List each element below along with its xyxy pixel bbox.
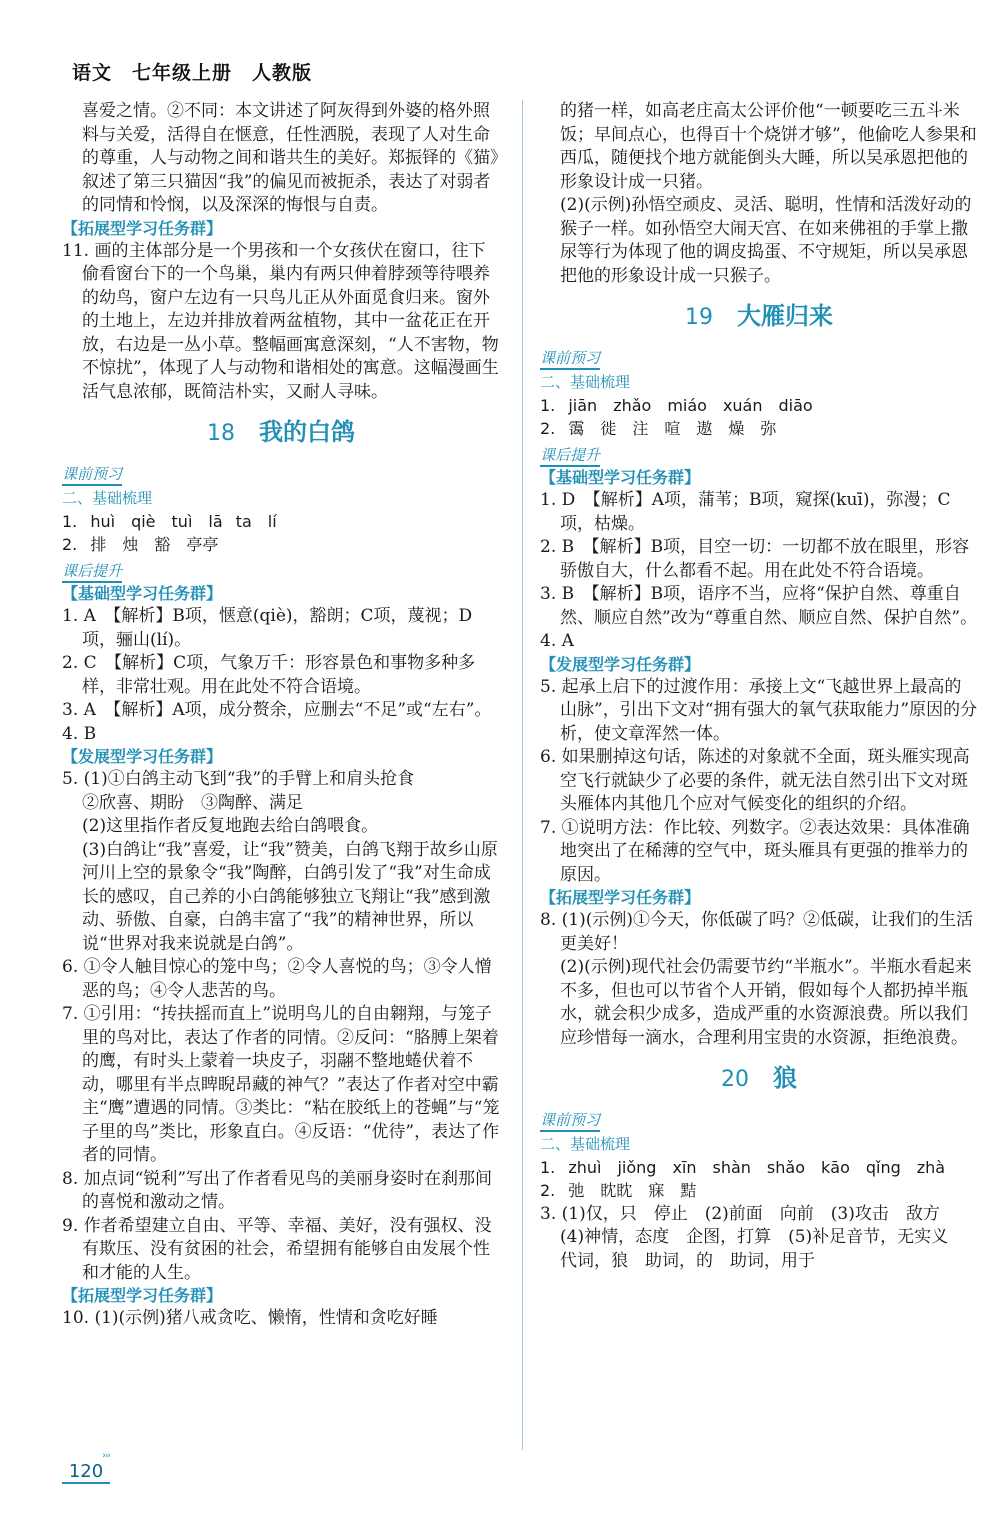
section-extended: 【拓展型学习任务群】 [62, 218, 223, 238]
answer-5-1b: ②欣喜、期盼 ③陶醉、满足 [82, 792, 303, 813]
answer-3: 3. B 【解析】B项，语序不当，应将“保护自然、尊重自然、顺应自然”改为“尊重自然、顺应自然、保护自然”。 [540, 584, 978, 628]
character-answers: 2. 排 烛 豁 亭亭 [62, 535, 219, 554]
answer-6: 6. ①令人触目惊心的笼中鸟；②令人喜悦的鸟；③令人憎恶的鸟；④令人悲苦的鸟。 [62, 957, 492, 1001]
page-number [62, 1452, 110, 1484]
basic-review-heading: 二、基础梳理 [62, 488, 153, 507]
arrow-icon: ››› [102, 1451, 110, 1461]
after-class-label: 课后提升 [540, 445, 600, 467]
answer-7: 7. ①引用：“抟扶摇而直上”说明鸟儿的自由翱翔，与笼子里的鸟对比，表达了作者的同情。②反问：“胳膊上架着的鹰，有时头上蒙着一块皮子，羽翮不整地蜷伏着不动，哪里有半点睥睨昂藏的神气？”表达了作者对空中霸主“鹰”遭遇的同情。③类比：“粘在胶纸上的苍蝇”与“笼子里的鸟”类比，形象直白。④反语：“优待”，表达了作者的同情。 [62, 1004, 500, 1165]
answer-3: 3. A 【解析】A项，成分赘余，应删去“不足”或“左右”。 [62, 700, 492, 720]
answer-continuation: 喜爱之情。②不同：本文讲述了阿灰得到外婆的格外照料与关爱，活得自在惬意，任性洒脱，表现了人对生命的尊重，人与动物之间和谐共生的美好。郑振铎的《猫》叙述了第三只猫因“我”的偏见而被扼杀，表达了对弱者的同情和怜悯，以及深深的悔恨与自责。 [82, 101, 499, 215]
section-basic: 【基础型学习任务群】 [540, 468, 701, 487]
answer-1: 1. A 【解析】B项，惬意(qiè)，豁朗；C项，蔑视；D项，骊山(lí)。 [62, 606, 473, 650]
lesson-18-title [62, 414, 500, 452]
lesson-name: 我的白鸽 [259, 417, 355, 446]
answer-5-1: 5. (1)①白鸽主动飞到“我”的手臂上和肩头抢食 [62, 769, 415, 789]
answer-8-2: (2)(示例)现代社会仍需要节约“半瓶水”。半瓶水看起来不多，但也可以节省个人开销，假如每个人都扔掉半瓶水，就会积少成多，造成严重的水资源浪费。所以我们应珍惜每一滴水，合理利用宝贵的水资源，拒绝浪费。 [560, 957, 972, 1048]
lesson-name: 狼 [773, 1063, 797, 1092]
answer-5-3: (3)白鸽让“我”喜爱，让“我”赞美，白鸽飞翔于故乡山原河川上空的景象令“我”陶醉，白鸽引发了“我”对生命成长的感叹，自己养的小白鸽能够独立飞翔让“我”感到激动、骄傲、自豪，白鸽丰富了“我”的精神世界，所以说“世界对我来说就是白鸽”。 [82, 839, 498, 954]
answer-4: 4. B [62, 723, 97, 744]
section-basic: 【基础型学习任务群】 [62, 584, 223, 603]
pinyin-answers: 1. jiān zhǎo miáo xuán diāo [540, 395, 813, 415]
basic-review-heading-2: 二、基础梳理 [540, 1134, 631, 1153]
right-column [540, 100, 978, 1273]
pinyin-answers: 1. huì qiè tuì lā ta lí [62, 511, 277, 531]
page-number-text: 120 [68, 1461, 104, 1482]
character-answers: 2. 霭 徙 注 喧 遨 燥 弥 [540, 419, 777, 438]
answer-10-continued: 的猪一样，如高老庄高太公评价他“一顿要吃三五斗米饭；早间点心，也得百十个烧饼才够”，他偷吃人参果和西瓜，随便找个地方就能倒头大睡，所以吴承恩把他的形象设计成一只猪。 [560, 101, 977, 192]
preview-label: 课前预习 [62, 464, 122, 486]
preview-label: 课前预习 [540, 348, 600, 370]
answer-11: 11. 画的主体部分是一个男孩和一个女孩伏在窗口，往下偷看窗台下的一个鸟巢，巢内有两只伸着脖颈等待喂养的幼鸟，窗户左边有一只鸟儿正从外面觅食归来。窗外的土地上，左边并排放着两盆植物，其中一盆花正在开放，右边是一丛小草。整幅画寓意深刻，“人不害物，物不惊扰”，体现了人与动物和谐相处的寓意。这幅漫画生活气息浓郁，既简洁朴实，又耐人寻味。 [62, 240, 499, 402]
book-header: 语文 七年级上册 人教版 [72, 62, 313, 84]
answer-6: 6. 如果删掉这句话，陈述的对象就不全面，斑头雁实现高空飞行就缺少了必要的条件，就无法自然引出下文对斑头雁体内其他几个应对气候变化的组织的介绍。 [540, 747, 970, 814]
answer-4: 4. A [540, 631, 574, 651]
pinyin-answers-2: 1. zhuì jiǒng xīn shàn shǎo kāo qǐng zhà [540, 1157, 946, 1177]
answer-8: 8. 加点词“锐利”写出了作者看见鸟的美丽身姿时在刹那间的喜悦和激动之情。 [62, 1168, 493, 1212]
answer-5-2: (2)这里指作者反复地跑去给白鸽喂食。 [82, 816, 379, 836]
basic-review-heading: 二、基础梳理 [540, 372, 631, 391]
answer-1: 1. D 【解析】A项，蒲苇；B项，窥探(kuī)，弥漫；C项，枯燥。 [540, 490, 951, 534]
answer-5: 5. 起承上启下的过渡作用：承接上文“飞越世界上最高的山脉”，引出下文对“拥有强大的氧气获取能力”原因的分析，使文章浑然一体。 [540, 676, 978, 744]
left-column [62, 100, 500, 1331]
answer-10-2: (2)(示例)孙悟空顽皮、灵活、聪明，性情和活泼好动的猴子一样。如孙悟空大闹天宫、在如来佛祖的手掌上撒尿等行为体现了他的调皮捣蛋、不守规矩，所以吴承恩把他的形象设计成一只猴子。 [560, 195, 972, 286]
section-extended: 【拓展型学习任务群】 [540, 888, 701, 907]
answer-8-1: 8. (1)(示例)①今天，你低碳了吗？②低碳，让我们的生活更美好！ [540, 910, 973, 954]
lesson-name: 大雁归来 [737, 301, 833, 330]
lesson-20-title [540, 1060, 978, 1098]
section-extended-2: 【拓展型学习任务群】 [62, 1286, 223, 1305]
lesson-19-title [540, 298, 978, 336]
preview-label-2: 课前预习 [540, 1110, 600, 1132]
answer-2: 2. B 【解析】B项，目空一切：一切都不放在眼里，形容骄傲自大，什么都看不起。用在此处不符合语境。 [540, 537, 970, 581]
answer-9: 9. 作者希望建立自由、平等、幸福、美好，没有强权、没有欺压、没有贫困的社会，希望拥有能够自由发展个性和才能的人生。 [62, 1215, 492, 1283]
character-answers-2: 2. 弛 眈眈 寐 黠 [540, 1181, 697, 1200]
answer-3-meanings: 3. (1)仅，只 停止 (2)前面 向前 (3)攻击 敌方 (4)神情，态度 企图，打算 (5)补足音节，无实义 代词，狼 助词，的 助词，用于 [540, 1203, 966, 1271]
answer-10: 10. (1)(示例)猪八戒贪吃、懒惰，性情和贪吃好睡 [62, 1308, 438, 1328]
section-development: 【发展型学习任务群】 [540, 654, 701, 674]
answer-2: 2. C 【解析】C项，气象万千：形容景色和事物多种多样，非常壮观。用在此处不符合语境。 [62, 653, 476, 697]
lesson-number: 20 [721, 1067, 749, 1092]
answer-7: 7. ①说明方法：作比较、列数字。②表达效果：具体准确地突出了在稀薄的空气中，斑头雁具有更强的推举力的原因。 [540, 817, 970, 885]
section-development: 【发展型学习任务群】 [62, 747, 223, 766]
lesson-number: 18 [207, 421, 235, 446]
lesson-number: 19 [685, 305, 713, 330]
after-class-label: 课后提升 [62, 561, 122, 583]
column-divider [522, 100, 523, 1450]
